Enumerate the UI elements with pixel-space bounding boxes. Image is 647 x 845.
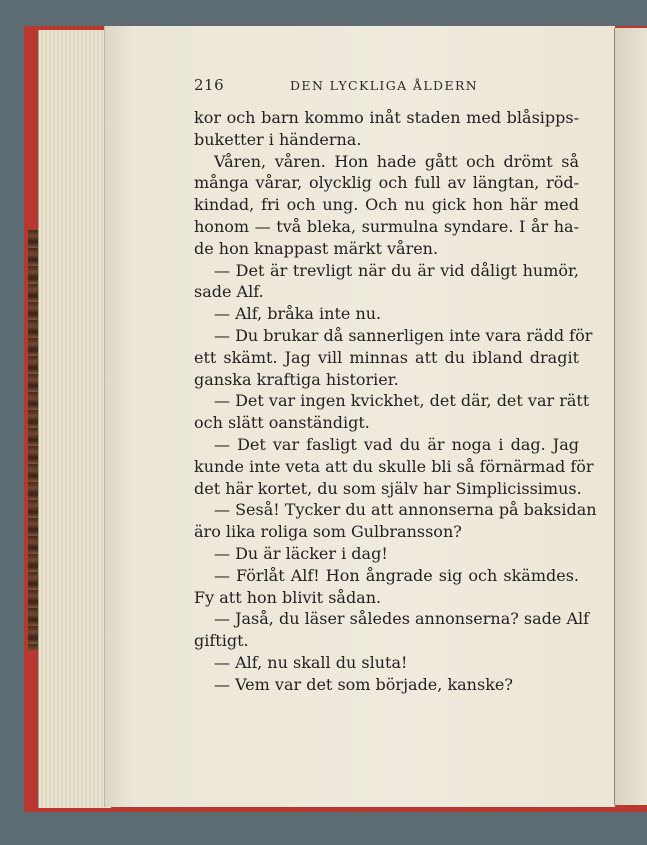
- text-line: giftigt.: [194, 631, 249, 651]
- text-line: — Det var fasligt vad du är noga i dag. Jag: [214, 434, 579, 454]
- page-edges: [38, 30, 111, 808]
- text-line: sade Alf.: [194, 282, 264, 302]
- text-line: äro lika roliga som Gulbransson?: [194, 522, 462, 542]
- text-line: — Jaså, du läser således annonserna? sade Alf: [214, 609, 590, 629]
- text-line: kindad, fri och ung. Och nu gick hon här med: [194, 195, 579, 215]
- text-line: — Förlåt Alf! Hon ångrade sig och skämdes.: [214, 565, 579, 585]
- text-line: många vårar, olycklig och full av längtan, röd-: [194, 173, 579, 193]
- text-line: Fy att hon blivit sådan.: [194, 587, 382, 607]
- body-text: [194, 107, 597, 696]
- text-line: — Det är trevligt när du är vid dåligt humör,: [214, 260, 579, 280]
- text-line: — Du är läcker i dag!: [214, 543, 388, 563]
- running-head: DEN LYCKLIGA ÅLDERN: [290, 78, 479, 93]
- text-line: och slätt oanständigt.: [194, 413, 370, 433]
- text-line: — Det var ingen kvickhet, det där, det var rätt: [214, 391, 590, 411]
- marbled-edge: [28, 230, 38, 650]
- page-number: 216: [194, 76, 225, 94]
- facing-page-edge: [614, 28, 647, 805]
- text-line: buketter i händerna.: [194, 129, 362, 149]
- text-line: Våren, våren. Hon hade gått och drömt så: [214, 151, 579, 171]
- text-line: — Alf, nu skall du sluta!: [214, 652, 408, 672]
- text-line: — Seså! Tycker du att annonserna på baksidan: [214, 500, 597, 520]
- text-line: — Alf, bråka inte nu.: [214, 304, 382, 324]
- page-header: [194, 76, 579, 98]
- text-line: de hon knappast märkt våren.: [194, 238, 439, 258]
- text-line: kor och barn kommo inåt staden med blåsipps-: [194, 108, 579, 127]
- text-line: honom — två bleka, surmulna syndare. I år ha-: [194, 216, 579, 236]
- text-line: — Vem var det som började, kanske?: [214, 674, 513, 694]
- text-line: kunde inte veta att du skulle bli så förnärmad för: [194, 456, 594, 476]
- text-line: ganska kraftiga historier.: [194, 369, 399, 389]
- text-line: — Du brukar då sannerligen inte vara rädd för: [214, 325, 593, 345]
- text-line: det här kortet, du som själv har Simplicissimus.: [194, 478, 582, 498]
- text-line: ett skämt. Jag vill minnas att du ibland dragit: [194, 347, 579, 367]
